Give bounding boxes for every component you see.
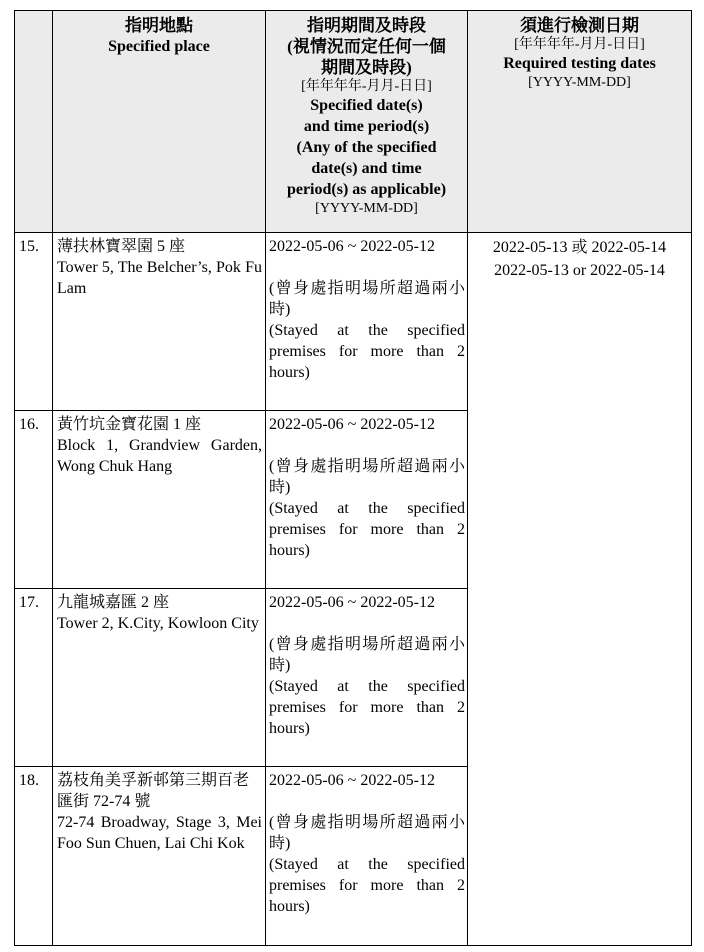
period-cell: [266, 233, 468, 411]
testing-dates-cell: [468, 233, 692, 946]
period-cell: [266, 411, 468, 589]
header-row: [15, 11, 692, 233]
period-cell: [266, 767, 468, 946]
place-cell: [53, 411, 266, 589]
place-name-zh: 荔枝角美孚新邨第三期百老匯街 72-74 號: [57, 772, 250, 810]
header-period-en-5: period(s) as applicable): [286, 181, 447, 198]
stay-note-zh: (曾身處指明場所超過兩小時): [269, 814, 465, 852]
place-name-zh: 薄扶林寶翠園 5 座: [57, 238, 186, 255]
place-name-en: Tower 5, The Belcher’s, Pok Fu Lam: [57, 259, 262, 297]
header-period-en-4: date(s) and time: [311, 160, 422, 177]
header-period-format-zh: [年年年年-月月-日日]: [301, 79, 432, 94]
testing-dates-en: 2022-05-13 or 2022-05-14: [494, 262, 665, 279]
row-number: 18.: [15, 767, 53, 946]
place-cell: [53, 589, 266, 767]
date-range: 2022-05-06 ~ 2022-05-12: [269, 416, 435, 433]
header-period-cell: [266, 11, 468, 233]
header-period-en-2: and time period(s): [303, 118, 430, 135]
place-name-en: 72-74 Broadway, Stage 3, Mei Foo Sun Chuen, Lai Chi Kok: [57, 814, 262, 852]
stay-note-zh: (曾身處指明場所超過兩小時): [269, 458, 465, 496]
place-name-zh: 黃竹坑金寶花園 1 座: [57, 416, 202, 433]
stay-note-en: (Stayed at the specified premises for more than 2 hours): [269, 322, 465, 381]
place-cell: [53, 233, 266, 411]
table-row: [15, 233, 692, 411]
header-testing-en: Required testing dates: [503, 55, 656, 72]
place-name-zh: 九龍城嘉匯 2 座: [57, 594, 170, 611]
row-number: 17.: [15, 589, 53, 767]
header-testing-format-zh: [年年年年-月月-日日]: [514, 37, 645, 52]
header-place-cell: [53, 11, 266, 233]
place-cell: [53, 767, 266, 946]
testing-dates-zh: 2022-05-13 或 2022-05-14: [492, 239, 667, 256]
row-number: 16.: [15, 411, 53, 589]
place-name-en: Block 1, Grandview Garden, Wong Chuk Hang: [57, 437, 262, 475]
period-cell: [266, 589, 468, 767]
stay-note-en: (Stayed at the specified premises for more than 2 hours): [269, 500, 465, 559]
stay-note-en: (Stayed at the specified premises for more than 2 hours): [269, 856, 465, 915]
date-range: 2022-05-06 ~ 2022-05-12: [269, 238, 435, 255]
stay-note-zh: (曾身處指明場所超過兩小時): [269, 636, 465, 674]
header-period-zh-3: 期間及時段): [321, 58, 412, 77]
header-period-zh-1: 指明期間及時段: [307, 16, 426, 35]
place-name-en: Tower 2, K.City, Kowloon City: [57, 615, 259, 632]
header-place-en: Specified place: [108, 38, 210, 55]
header-period-en-1: Specified date(s): [310, 97, 423, 114]
header-testing-format-en: [YYYY-MM-DD]: [528, 75, 631, 90]
header-testing-zh: 須進行檢測日期: [520, 16, 639, 35]
header-number-cell: [15, 11, 53, 233]
date-range: 2022-05-06 ~ 2022-05-12: [269, 772, 435, 789]
stay-note-zh: (曾身處指明場所超過兩小時): [269, 280, 465, 318]
row-number: 15.: [15, 233, 53, 411]
stay-note-en: (Stayed at the specified premises for more than 2 hours): [269, 678, 465, 737]
header-period-en-3: (Any of the specified: [296, 139, 437, 156]
date-range: 2022-05-06 ~ 2022-05-12: [269, 594, 435, 611]
header-place-zh: 指明地點: [125, 16, 193, 35]
header-period-format-en: [YYYY-MM-DD]: [315, 201, 418, 216]
specified-premises-table: [14, 10, 692, 946]
header-period-zh-2: (視情況而定任何一個: [287, 37, 446, 56]
header-testing-cell: [468, 11, 692, 233]
